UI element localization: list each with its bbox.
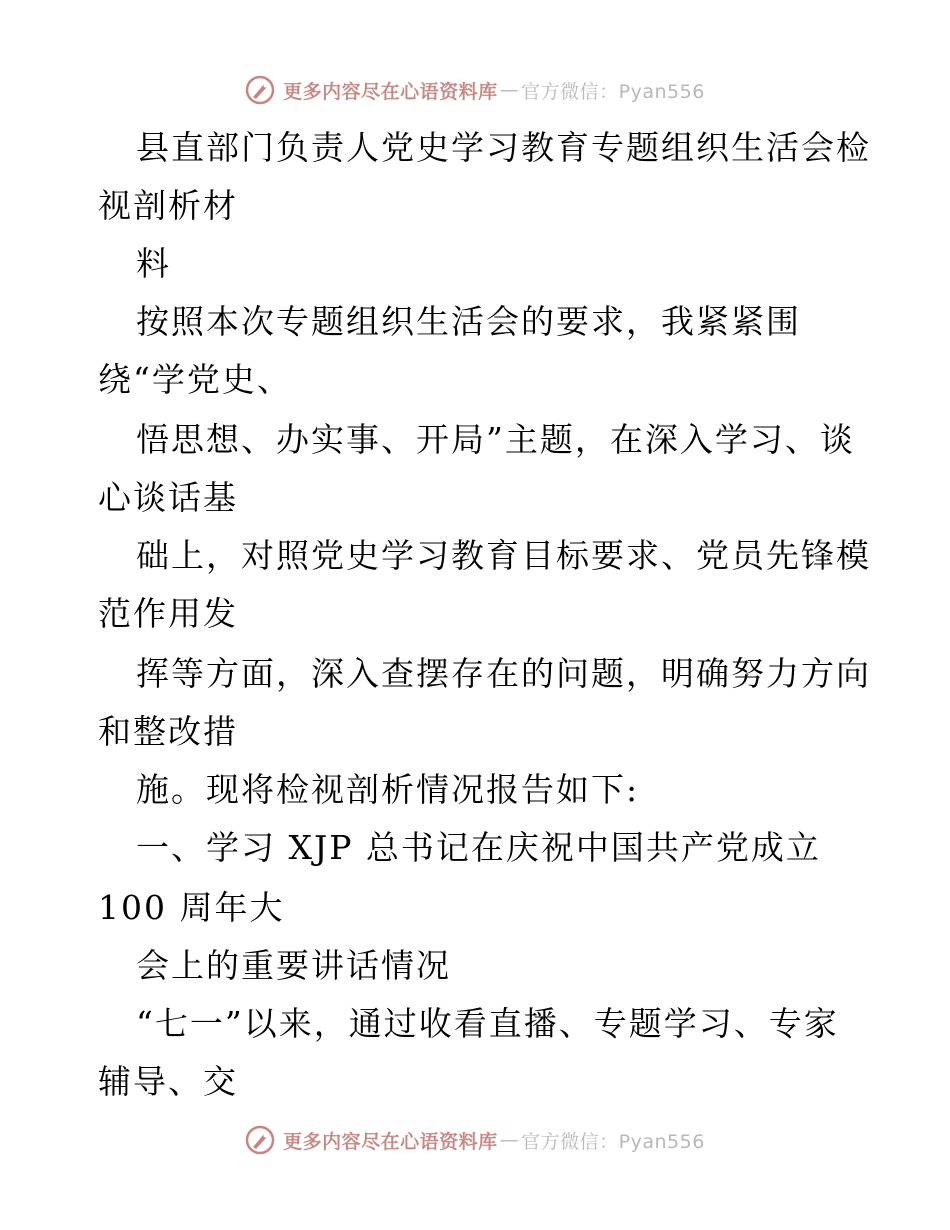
paragraph-line: 绕“学党史、 — [98, 360, 292, 399]
paragraph-line: 悟思想、办实事、开局”主题，在深入学习、谈 — [136, 420, 855, 459]
watermark-dash: — — [499, 79, 520, 101]
section-heading-line: 100 周年大 — [98, 888, 285, 927]
paragraph-line: 挥等方面，深入查摆存在的问题，明确努力方向 — [136, 654, 871, 693]
paragraph-line: 施。现将检视剖析情况报告如下: — [136, 770, 640, 809]
watermark-dash: — — [499, 1129, 520, 1151]
paragraph-line: “七一”以来，通过收看直播、专题学习、专家 — [136, 1004, 839, 1043]
watermark-main-text: 更多内容尽在心语资料库 — [283, 1130, 498, 1153]
section-heading-line: 一、学习 XJP 总书记在庆祝中国共产党成立 — [136, 828, 821, 867]
doc-title-line-1: 县直部门负责人党史学习教育专题组织生活会检 — [136, 128, 871, 167]
doc-title-line-2: 视剖析材 — [98, 186, 238, 225]
watermark-main-text: 更多内容尽在心语资料库 — [283, 80, 498, 103]
doc-title-line-3: 料 — [136, 244, 171, 283]
paragraph-line: 按照本次专题组织生活会的要求，我紧紧围 — [136, 302, 801, 341]
footer-watermark — [0, 1120, 950, 1160]
watermark-wechat-text: 官方微信：Pyan556 — [521, 1130, 705, 1153]
section-heading-line: 会上的重要讲话情况 — [136, 946, 451, 985]
paragraph-line: 范作用发 — [98, 594, 238, 633]
watermark-wechat-text: 官方微信：Pyan556 — [521, 80, 705, 103]
paragraph-line: 心谈话基 — [98, 478, 238, 517]
paragraph-line: 和整改措 — [98, 712, 238, 751]
pen-logo-icon — [245, 1125, 275, 1155]
paragraph-line: 础上，对照党史学习教育目标要求、党员先锋模 — [136, 536, 871, 575]
header-watermark — [0, 70, 950, 110]
pen-logo-icon — [245, 75, 275, 105]
paragraph-line: 辅导、交 — [98, 1062, 238, 1101]
